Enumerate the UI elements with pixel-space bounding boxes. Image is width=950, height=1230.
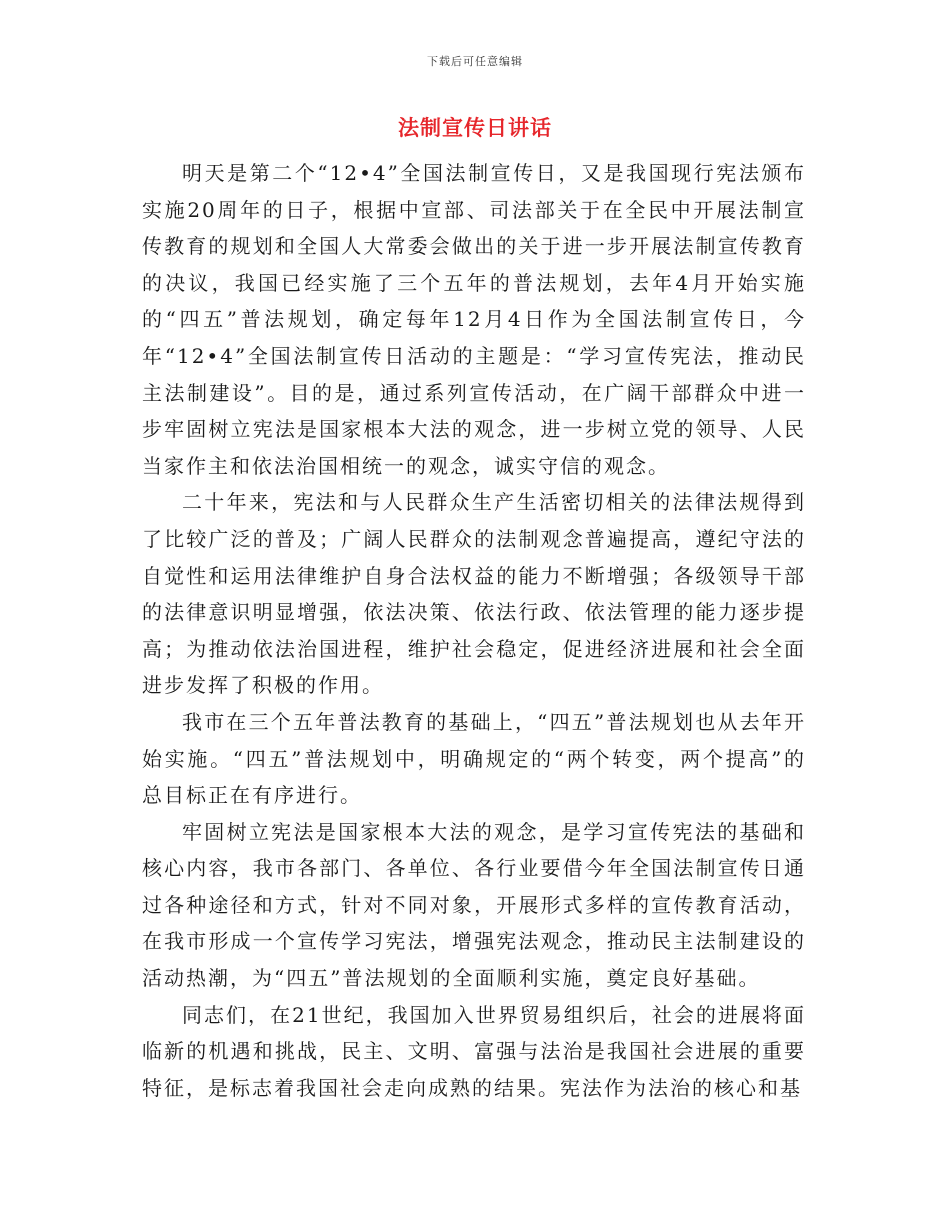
paragraph-1: 明天是第二个“12•4”全国法制宣传日，又是我国现行宪法颁布实施20周年的日子，根据中宣部、司法部关于在全民中开展法制宣传教育的规划和全国人大常委会做出的关于进一步开展法制宣传教育的决议，我国已经实施了三个五年的普法规划，去年4月开始实施的“四五”普法规划，确定每年12月4日作为全国法制宣传日，今年“12•4”全国法制宣传日活动的主题是：“学习宣传宪法，推动民主法制建设”。目的是，通过系列宣传活动，在广阔干部群众中进一步牢固树立宪法是国家根本大法的观念，进一步树立党的领导、人民当家作主和依法治国相统一的观念，诚实守信的观念。 (142, 161, 806, 478)
header-note: 下载后可任意编辑 (427, 55, 523, 68)
paragraph-5: 同志们，在21世纪，我国加入世界贸易组织后，社会的进展将面临新的机遇和挑战，民主、文明、富强与法治是我国社会进展的重要特征，是标志着我国社会走向成熟的结果。宪法作为法治的核心和基 (142, 1002, 806, 1100)
paragraph-2: 二十年来，宪法和与人民群众生产生活密切相关的法律法规得到了比较广泛的普及；广阔人民群众的法制观念普遍提高，遵纪守法的自觉性和运用法律维护自身合法权益的能力不断增强；各级领导干部的法律意识明显增强，依法决策、依法行政、依法管理的能力逐步提高；为推动依法治国进程，维护社会稳定，促进经济进展和社会全面进步发挥了积极的作用。 (142, 490, 806, 698)
document-body (142, 155, 806, 1106)
paragraph-4: 牢固树立宪法是国家根本大法的观念，是学习宣传宪法的基础和核心内容，我市各部门、各单位、各行业要借今年全国法制宣传日通过各种途径和方式，针对不同对象，开展形式多样的宣传教育活动，在我市形成一个宣传学习宪法，增强宪法观念，推动民主法制建设的活动热潮，为“四五”普法规划的全面顺利实施，奠定良好基础。 (142, 819, 806, 991)
document-title: 法制宣传日讲话 (398, 116, 552, 140)
paragraph-3: 我市在三个五年普法教育的基础上，“四五”普法规划也从去年开始实施。“四五”普法规划中，明确规定的“两个转变，两个提高”的总目标正在有序进行。 (142, 709, 806, 808)
